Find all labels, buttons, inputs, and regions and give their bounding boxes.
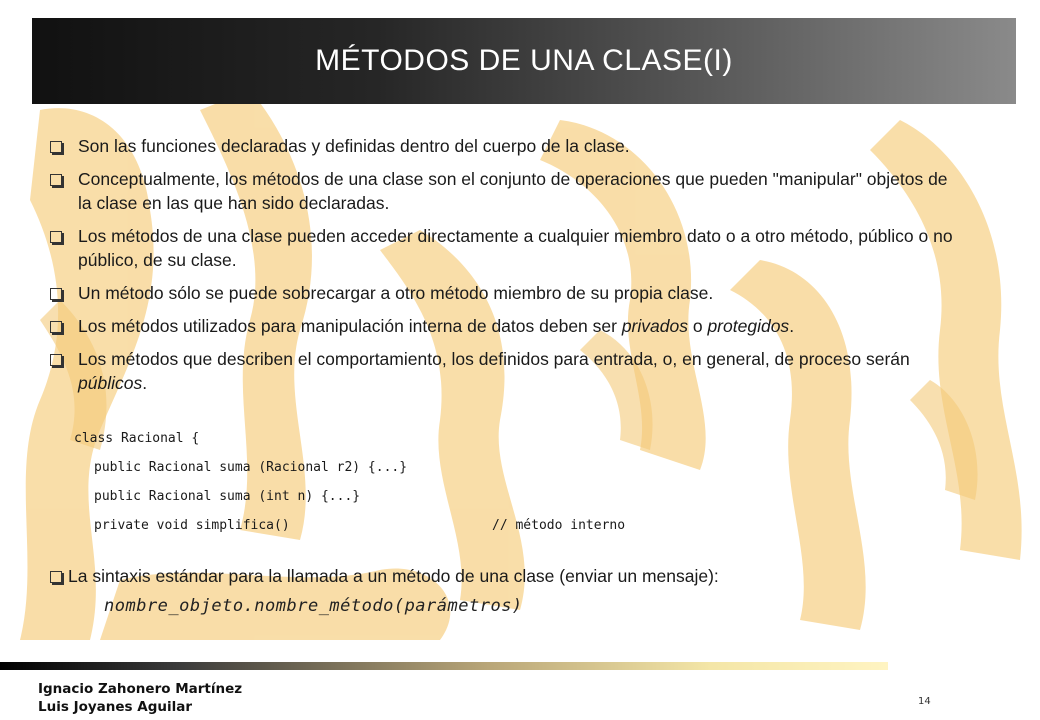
code-line (74, 517, 626, 546)
emphasis-publicos: públicos (78, 373, 143, 393)
bullet-text: Conceptualmente, los métodos de una clase son el conjunto de operaciones que pueden "manipular" objetos de la clase en las que han sido declaradas. (78, 169, 948, 213)
syntax-text: La sintaxis estándar para la llamada a un método de una clase (enviar un mensaje): (68, 566, 719, 586)
footer-divider (0, 662, 888, 670)
code-line: public Racional suma (int n) {...} (94, 489, 361, 504)
syntax-bullet (46, 564, 946, 588)
bullet-text-part: . (789, 316, 795, 336)
bullet-item (46, 314, 966, 338)
bullet-text-part: . (142, 373, 148, 393)
bullet-text: Son las funciones declaradas y definidas dentro del cuerpo de la clase. (78, 136, 630, 156)
bullet-item (46, 167, 966, 215)
syntax-example: nombre_objeto.nombre_método(parámetros) (104, 596, 523, 616)
checkbox-bullet-icon (46, 134, 78, 158)
checkbox-bullet-icon (46, 347, 78, 395)
footer-authors (38, 680, 242, 716)
checkbox-bullet-icon (46, 167, 78, 215)
checkbox-bullet-icon (46, 564, 68, 588)
checkbox-bullet-icon (46, 224, 78, 272)
bullet-text-part: o (687, 316, 708, 336)
bullet-item (46, 224, 966, 272)
checkbox-bullet-icon (46, 281, 78, 305)
bullet-text: Un método sólo se puede sobrecargar a otro método miembro de su propia clase. (78, 283, 714, 303)
bullet-text (78, 314, 966, 338)
bullet-item (46, 347, 966, 395)
code-statement: private void simplifica() (94, 518, 290, 533)
code-comment: // método interno (492, 518, 626, 533)
emphasis-privados: privados (621, 316, 688, 336)
page-number: 14 (918, 696, 931, 707)
bullet-item (46, 281, 966, 305)
bullet-text-part: Los métodos utilizados para manipulación interna de datos deben ser (78, 316, 622, 336)
bullet-list (46, 134, 966, 404)
bullet-text (78, 347, 966, 395)
bullet-text-part: Los métodos que describen el comportamiento, los definidos para entrada, o, en general, de proceso serán (78, 349, 910, 369)
title-bar (32, 18, 1016, 104)
bullet-text: Los métodos de una clase pueden acceder directamente a cualquier miembro dato o a otro método, público o no público, de su clase. (78, 226, 953, 270)
slide-title: MÉTODOS DE UNA CLASE(I) (315, 44, 733, 77)
code-line: public Racional suma (Racional r2) {...} (94, 460, 408, 475)
author-name: Luis Joyanes Aguilar (38, 699, 193, 715)
emphasis-protegidos: protegidos (707, 316, 790, 336)
author-name: Ignacio Zahonero Martínez (38, 681, 243, 697)
code-line: class Racional { (74, 431, 200, 446)
code-example (74, 430, 626, 546)
checkbox-bullet-icon (46, 314, 78, 338)
bullet-item (46, 134, 966, 158)
